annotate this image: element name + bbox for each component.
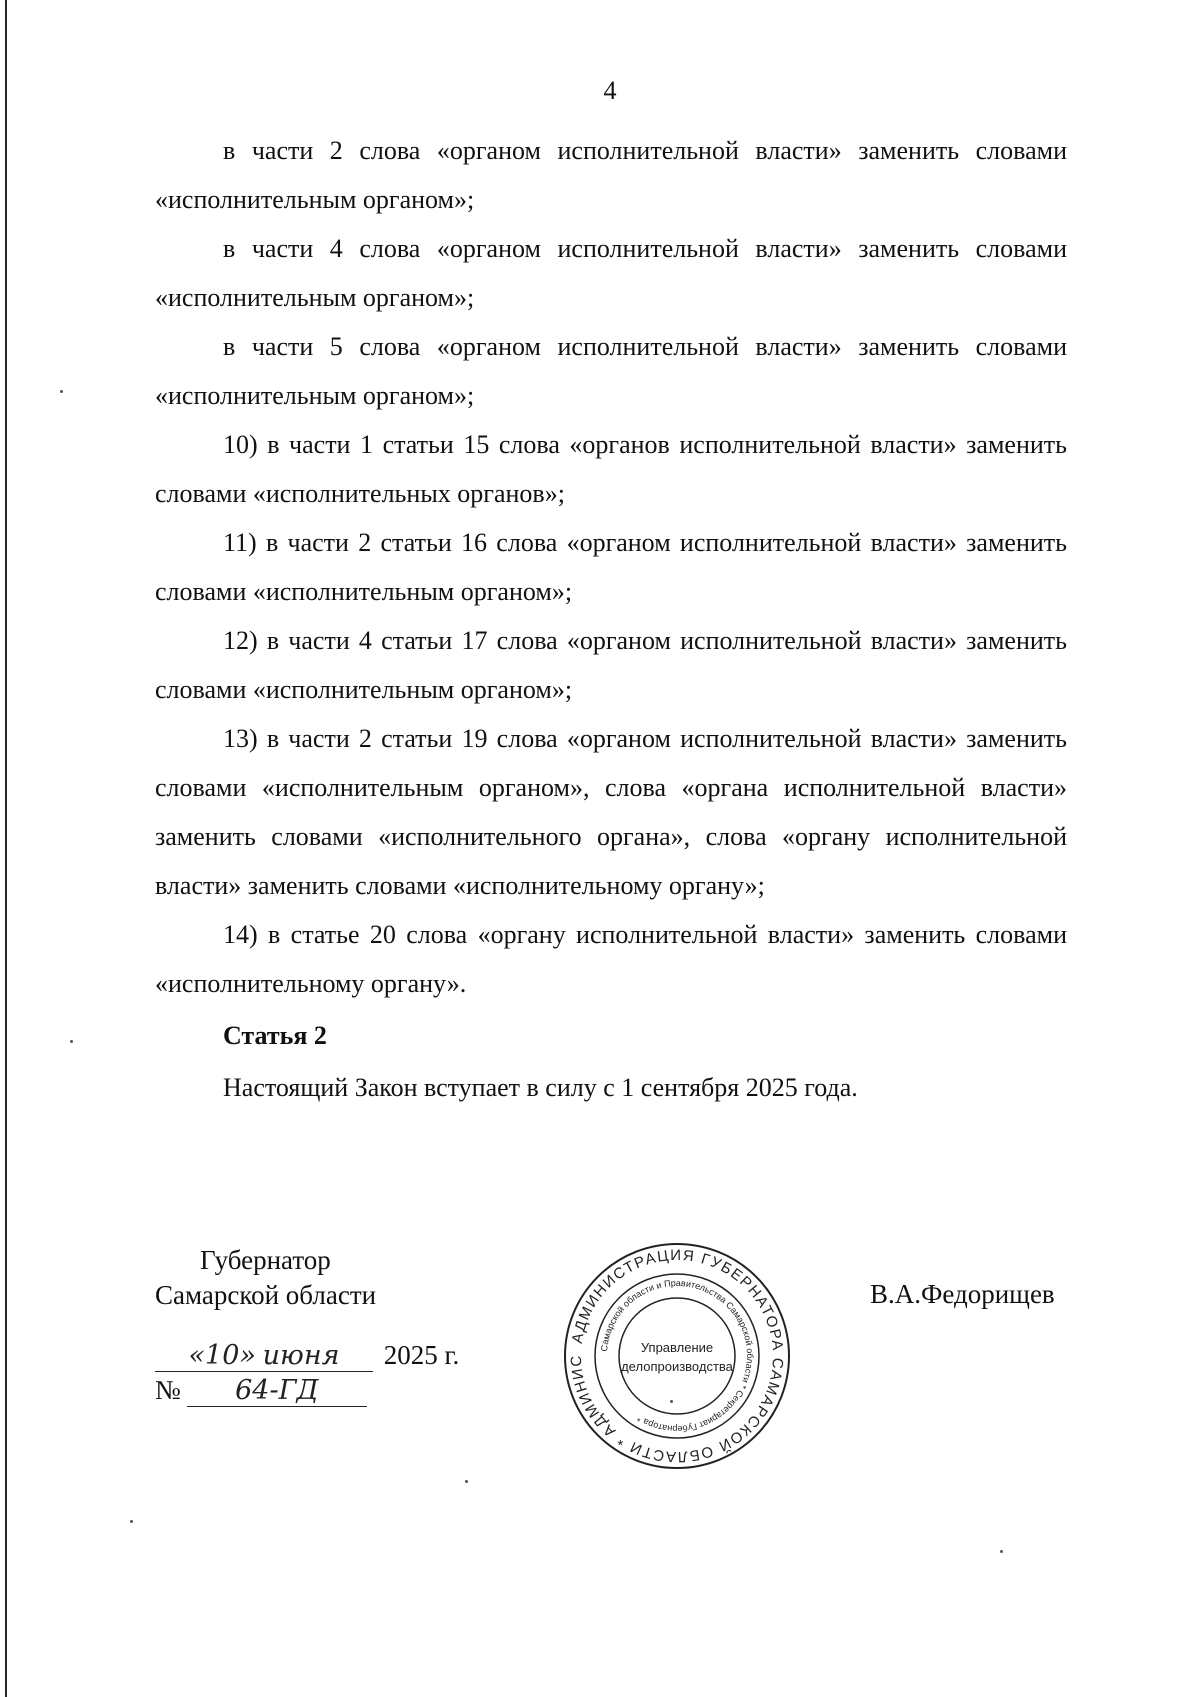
date-close-quote: » (239, 1340, 256, 1371)
article-text: Настоящий Закон вступает в силу с 1 сентября 2025 года. (223, 1073, 858, 1102)
scan-edge-line (5, 0, 7, 1697)
scan-speck (130, 1520, 133, 1523)
seal-middle-text: Самарской области и Правительства Самарской области * Секретариат Губернатора * (599, 1277, 756, 1435)
law-number (155, 1375, 367, 1407)
date-month: июня (262, 1340, 340, 1371)
number-value: 64-ГД (235, 1375, 319, 1406)
article-heading: Статья 2 (223, 1021, 327, 1050)
signatory-title-line2: Самарской области (155, 1280, 377, 1310)
paragraph-part-2: в части 2 слова «органом исполнительной власти» заменить словами «исполнительным органом»; (155, 136, 1067, 214)
signing-date (155, 1340, 459, 1372)
paragraph-item-13: 13) в части 2 статьи 19 слова «органом исполнительной власти» заменить словами «исполнительным органом», слова «органа исполнительной власти» заменить словами «исполнительного органа», слова «органу исполнительной власти» заменить словами «исполнительному органу»; (155, 724, 1067, 900)
scan-speck (70, 1040, 73, 1043)
signatory-name: В.А.Федорищев (870, 1279, 1055, 1309)
scan-speck (465, 1480, 468, 1483)
seal-center-line1: Управление (640, 1340, 714, 1355)
date-day: 10 (205, 1340, 240, 1371)
paragraph-item-11: 11) в части 2 статьи 16 слова «органом исполнительной власти» заменить словами «исполнительным органом»; (155, 528, 1067, 606)
handwritten-date-field (155, 1340, 373, 1372)
signatory-title-line1: Губернатор (200, 1245, 331, 1275)
paragraph-item-10: 10) в части 1 статьи 15 слова «органов исполнительной власти» заменить словами «исполнительных органов»; (155, 430, 1067, 508)
date-year: 2025 г. (383, 1340, 460, 1370)
paragraph-part-4: в части 4 слова «органом исполнительной власти» заменить словами «исполнительным органом»; (155, 234, 1067, 312)
paragraph-item-12: 12) в части 4 статьи 17 слова «органом исполнительной власти» заменить словами «исполнительным органом»; (155, 626, 1067, 704)
seal-center-line2: делопроизводства (621, 1359, 733, 1374)
document-body (155, 126, 1067, 1114)
handwritten-number-field (187, 1375, 367, 1407)
seal-outer-text: АДМИНИСТРАЦИЯ ГУБЕРНАТОРА САМАРСКОЙ ОБЛАСТИ * АДМИНИС (567, 1246, 787, 1466)
paragraph-part-5: в части 5 слова «органом исполнительной власти» заменить словами «исполнительным органом»; (155, 332, 1067, 410)
official-seal (562, 1241, 792, 1476)
date-open-quote: « (188, 1340, 206, 1371)
page-number: 4 (603, 76, 617, 105)
scan-speck (670, 1400, 673, 1403)
number-prefix: № (155, 1375, 181, 1405)
scan-speck (60, 390, 63, 393)
scan-speck (1000, 1550, 1003, 1553)
paragraph-item-14: 14) в статье 20 слова «органу исполнительной власти» заменить словами «исполнительному органу». (155, 920, 1067, 998)
signatory-title (155, 1243, 376, 1313)
